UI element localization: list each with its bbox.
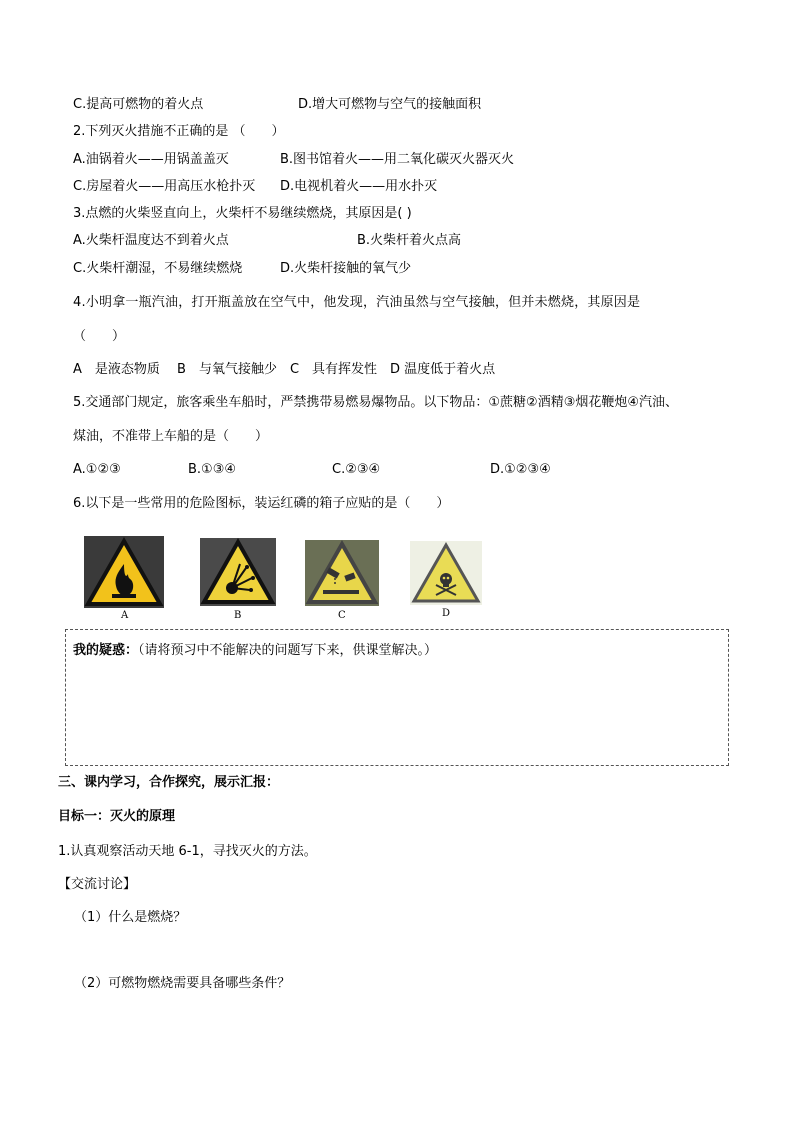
q5-option-a: A.①②③: [73, 462, 121, 477]
q5-stem-cont: 煤油，不准带上车船的是（ ）: [73, 429, 269, 444]
sign-b-label: B: [234, 610, 242, 621]
section-heading: 三、课内学习，合作探究，展示汇报：: [58, 775, 280, 790]
q2-option-b: B.图书馆着火——用二氧化碳灭火器灭火: [280, 152, 515, 167]
doubts-prompt: [73, 639, 437, 658]
q4-options: A 是液态物质 B 与氧气接触少 C 具有挥发性 D 温度低于着火点: [73, 362, 496, 377]
q5-option-b: B.①③④: [188, 462, 237, 477]
q5-stem: 5.交通部门规定，旅客乘坐车船时，严禁携带易燃易爆物品。以下物品：①蔗糖②酒精③烟花鞭炮④汽油、: [73, 395, 679, 410]
q3-option-d: D.火柴杆接触的氧气少: [280, 261, 412, 276]
q3-stem: 3.点燃的火柴竖直向上，火柴杆不易继续燃烧，其原因是( ): [73, 206, 412, 221]
goal-heading: 目标一：灭火的原理: [58, 809, 176, 824]
skull-icon: [410, 541, 482, 609]
corrosive-icon: [305, 540, 379, 610]
sign-d-label: D: [442, 608, 451, 619]
task-line: 1.认真观察活动天地 6-1，寻找灭火的方法。: [58, 844, 317, 859]
q6-stem: 6.以下是一些常用的危险图标，装运红磷的箱子应贴的是（ ）: [73, 496, 450, 511]
sign-c-label: C: [338, 610, 346, 621]
q5-option-d: D.①②③④: [490, 462, 551, 477]
q2-option-c: C.房屋着火——用高压水枪扑灭: [73, 179, 256, 194]
discussion-heading: 【交流讨论】: [58, 877, 137, 892]
sign-a-label: A: [121, 610, 129, 621]
doubts-box[interactable]: [65, 629, 729, 766]
q4-paren: （ ）: [73, 329, 126, 344]
q1-option-d: D.增大可燃物与空气的接触面积: [298, 97, 482, 112]
q2-option-d: D.电视机着火——用水扑灭: [280, 179, 438, 194]
explosion-icon: [200, 538, 276, 610]
q5-option-c: C.②③④: [332, 462, 381, 477]
flame-icon: [84, 536, 164, 612]
q3-option-b: B.火柴杆着火点高: [357, 233, 462, 248]
q2-stem: 2.下列灭火措施不正确的是 （ ）: [73, 124, 285, 139]
q1-option-c: C.提高可燃物的着火点: [73, 97, 204, 112]
discussion-q2: （2）可燃物燃烧需要具备哪些条件？: [74, 976, 291, 991]
q3-option-a: A.火柴杆温度达不到着火点: [73, 233, 229, 248]
q4-stem: 4.小明拿一瓶汽油，打开瓶盖放在空气中，他发现，汽油虽然与空气接触，但并未燃烧，其原因是: [73, 295, 641, 310]
discussion-q1: （1）什么是燃烧？: [74, 910, 187, 925]
doubts-hint: （请将预习中不能解决的问题写下来，供课堂解决。）: [138, 643, 438, 658]
q2-option-a: A.油锅着火——用锅盖盖灭: [73, 152, 229, 167]
q3-option-c: C.火柴杆潮湿，不易继续燃烧: [73, 261, 243, 276]
doubts-title: 我的疑惑：: [73, 643, 139, 658]
